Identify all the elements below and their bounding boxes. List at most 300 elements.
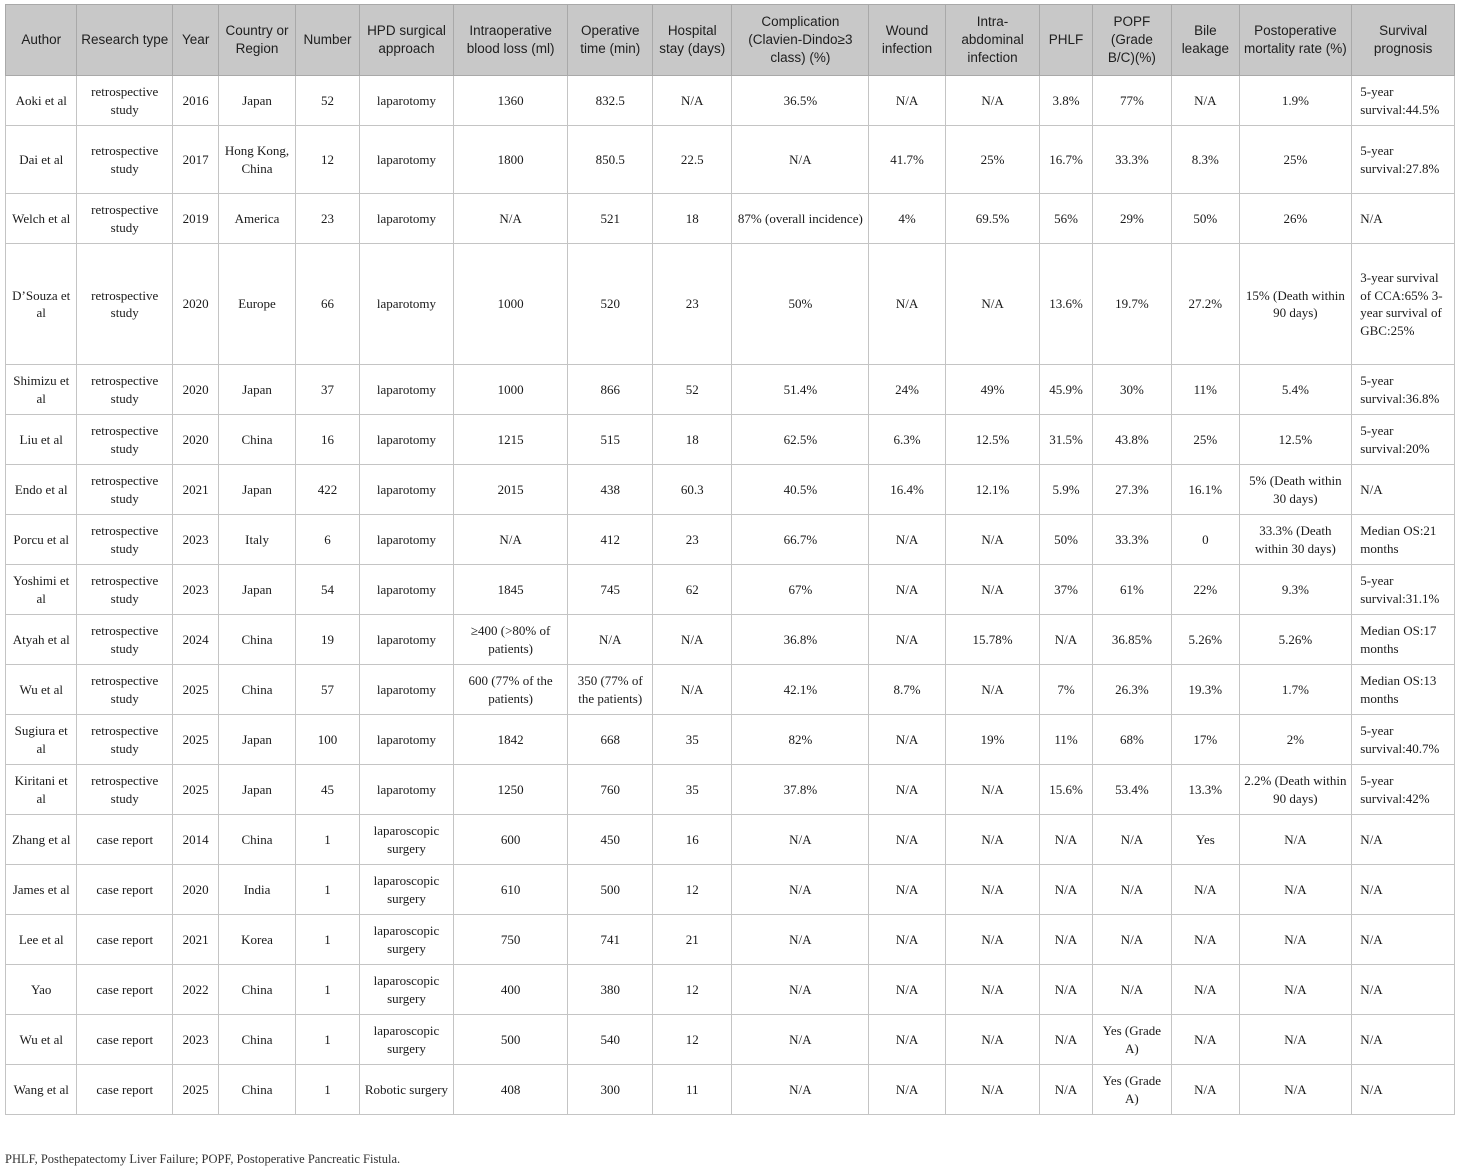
- table-cell: 8.7%: [869, 665, 945, 715]
- table-cell: retrospective study: [77, 415, 173, 465]
- table-cell: 2019: [173, 194, 219, 244]
- table-cell: 12: [652, 1015, 731, 1065]
- table-cell: 9.3%: [1239, 565, 1352, 615]
- table-cell: 5.4%: [1239, 365, 1352, 415]
- table-cell: N/A: [453, 515, 568, 565]
- table-row: [6, 565, 1455, 615]
- table-cell: 36.5%: [732, 76, 869, 126]
- table-cell: 25%: [1172, 415, 1239, 465]
- table-cell: 1: [295, 965, 359, 1015]
- table-cell: 56%: [1040, 194, 1092, 244]
- table-cell: India: [219, 865, 295, 915]
- table-cell: N/A: [1172, 1065, 1239, 1115]
- table-row: [6, 515, 1455, 565]
- table-cell: N/A: [732, 1065, 869, 1115]
- table-cell: Dai et al: [6, 126, 77, 194]
- table-cell: 2025: [173, 665, 219, 715]
- table-cell: N/A: [453, 194, 568, 244]
- table-cell: N/A: [732, 1015, 869, 1065]
- table-cell: Japan: [219, 765, 295, 815]
- table-cell: 540: [568, 1015, 653, 1065]
- table-cell: N/A: [945, 565, 1040, 615]
- table-cell: Japan: [219, 715, 295, 765]
- table-cell: N/A: [1352, 194, 1455, 244]
- table-cell: N/A: [869, 515, 945, 565]
- table-cell: Porcu et al: [6, 515, 77, 565]
- table-cell: 3.8%: [1040, 76, 1092, 126]
- table-row: [6, 815, 1455, 865]
- table-cell: 33.3%: [1092, 126, 1171, 194]
- table-cell: N/A: [568, 615, 653, 665]
- table-cell: 31.5%: [1040, 415, 1092, 465]
- table-cell: 42.1%: [732, 665, 869, 715]
- table-row: [6, 965, 1455, 1015]
- table-cell: laparoscopic surgery: [360, 915, 454, 965]
- header-mortality: Postoperative mortality rate (%): [1239, 5, 1352, 76]
- table-cell: 521: [568, 194, 653, 244]
- table-cell: 29%: [1092, 194, 1171, 244]
- table-cell: 36.85%: [1092, 615, 1171, 665]
- table-cell: N/A: [1040, 615, 1092, 665]
- table-cell: 12: [295, 126, 359, 194]
- table-cell: 77%: [1092, 76, 1171, 126]
- table-cell: N/A: [1172, 865, 1239, 915]
- table-cell: 1800: [453, 126, 568, 194]
- table-cell: N/A: [1092, 965, 1171, 1015]
- table-cell: Korea: [219, 915, 295, 965]
- header-survival: Survival prognosis: [1352, 5, 1455, 76]
- table-cell: N/A: [1352, 915, 1455, 965]
- table-cell: Welch et al: [6, 194, 77, 244]
- table-cell: N/A: [732, 965, 869, 1015]
- table-cell: N/A: [1092, 815, 1171, 865]
- table-cell: Japan: [219, 565, 295, 615]
- table-cell: N/A: [1239, 915, 1352, 965]
- table-cell: 515: [568, 415, 653, 465]
- table-cell: 866: [568, 365, 653, 415]
- table-cell: N/A: [1239, 865, 1352, 915]
- table-cell: N/A: [1172, 965, 1239, 1015]
- table-cell: 57: [295, 665, 359, 715]
- table-cell: 62.5%: [732, 415, 869, 465]
- table-cell: retrospective study: [77, 765, 173, 815]
- table-cell: ≥400 (>80% of patients): [453, 615, 568, 665]
- table-cell: Lee et al: [6, 915, 77, 965]
- table-cell: 66.7%: [732, 515, 869, 565]
- table-cell: 82%: [732, 715, 869, 765]
- table-row: [6, 126, 1455, 194]
- table-cell: N/A: [869, 244, 945, 365]
- table-cell: N/A: [1172, 76, 1239, 126]
- header-popf: POPF (Grade B/C)(%): [1092, 5, 1171, 76]
- table-cell: 33.3%: [1092, 515, 1171, 565]
- table-cell: 37: [295, 365, 359, 415]
- table-cell: Wang et al: [6, 1065, 77, 1115]
- table-cell: 13.6%: [1040, 244, 1092, 365]
- table-cell: N/A: [1352, 865, 1455, 915]
- table-cell: Japan: [219, 365, 295, 415]
- table-row: [6, 244, 1455, 365]
- table-cell: N/A: [945, 665, 1040, 715]
- table-cell: 2017: [173, 126, 219, 194]
- table-cell: 2.2% (Death within 90 days): [1239, 765, 1352, 815]
- table-cell: N/A: [945, 915, 1040, 965]
- table-cell: N/A: [1352, 815, 1455, 865]
- table-cell: N/A: [945, 765, 1040, 815]
- table-cell: retrospective study: [77, 565, 173, 615]
- table-cell: 0: [1172, 515, 1239, 565]
- table-cell: 33.3% (Death within 30 days): [1239, 515, 1352, 565]
- table-cell: China: [219, 815, 295, 865]
- table-cell: 741: [568, 915, 653, 965]
- table-cell: 87% (overall incidence): [732, 194, 869, 244]
- table-cell: 18: [652, 194, 731, 244]
- table-cell: 6: [295, 515, 359, 565]
- table-cell: Japan: [219, 465, 295, 515]
- table-cell: N/A: [869, 915, 945, 965]
- table-cell: 3-year survival of CCA:65% 3-year survival of GBC:25%: [1352, 244, 1455, 365]
- table-cell: 11%: [1040, 715, 1092, 765]
- table-cell: N/A: [945, 1015, 1040, 1065]
- table-cell: 380: [568, 965, 653, 1015]
- table-cell: 5-year survival:20%: [1352, 415, 1455, 465]
- table-cell: retrospective study: [77, 615, 173, 665]
- table-cell: 2020: [173, 365, 219, 415]
- table-cell: case report: [77, 915, 173, 965]
- table-cell: N/A: [945, 76, 1040, 126]
- header-blood-loss: Intraoperative blood loss (ml): [453, 5, 568, 76]
- table-cell: N/A: [1040, 1065, 1092, 1115]
- table-cell: 12.1%: [945, 465, 1040, 515]
- table-cell: N/A: [732, 126, 869, 194]
- table-cell: 11: [652, 1065, 731, 1115]
- table-cell: Wu et al: [6, 1015, 77, 1065]
- table-cell: N/A: [732, 915, 869, 965]
- table-row: [6, 865, 1455, 915]
- table-cell: 100: [295, 715, 359, 765]
- table-cell: 62: [652, 565, 731, 615]
- table-cell: 25%: [1239, 126, 1352, 194]
- table-cell: N/A: [1040, 815, 1092, 865]
- table-cell: 16.7%: [1040, 126, 1092, 194]
- table-cell: 24%: [869, 365, 945, 415]
- table-row: [6, 715, 1455, 765]
- table-cell: 16.4%: [869, 465, 945, 515]
- table-cell: 5-year survival:40.7%: [1352, 715, 1455, 765]
- table-cell: 2020: [173, 415, 219, 465]
- table-cell: 50%: [1172, 194, 1239, 244]
- table-header-row: [6, 5, 1455, 76]
- table-cell: laparotomy: [360, 244, 454, 365]
- table-cell: laparoscopic surgery: [360, 965, 454, 1015]
- table-cell: 15.78%: [945, 615, 1040, 665]
- table-cell: 5.26%: [1172, 615, 1239, 665]
- table-cell: N/A: [652, 665, 731, 715]
- table-cell: 11%: [1172, 365, 1239, 415]
- table-cell: Yes (Grade A): [1092, 1015, 1171, 1065]
- table-cell: 1.7%: [1239, 665, 1352, 715]
- table-cell: N/A: [1040, 865, 1092, 915]
- table-cell: 2020: [173, 865, 219, 915]
- table-cell: 2021: [173, 915, 219, 965]
- table-cell: 5.26%: [1239, 615, 1352, 665]
- table-cell: N/A: [1352, 1065, 1455, 1115]
- table-row: [6, 76, 1455, 126]
- table-cell: Sugiura et al: [6, 715, 77, 765]
- table-cell: 12: [652, 965, 731, 1015]
- table-cell: James et al: [6, 865, 77, 915]
- table-cell: 1360: [453, 76, 568, 126]
- table-cell: 760: [568, 765, 653, 815]
- table-cell: retrospective study: [77, 515, 173, 565]
- header-intra-abdominal-infection: Intra-abdominal infection: [945, 5, 1040, 76]
- table-cell: 1000: [453, 365, 568, 415]
- table-cell: laparotomy: [360, 415, 454, 465]
- table-cell: 26%: [1239, 194, 1352, 244]
- table-cell: 7%: [1040, 665, 1092, 715]
- table-cell: N/A: [652, 76, 731, 126]
- table-cell: laparotomy: [360, 365, 454, 415]
- table-cell: N/A: [1239, 1015, 1352, 1065]
- table-cell: laparotomy: [360, 615, 454, 665]
- table-cell: 1: [295, 915, 359, 965]
- table-cell: 1: [295, 1065, 359, 1115]
- table-cell: Endo et al: [6, 465, 77, 515]
- table-cell: N/A: [869, 765, 945, 815]
- table-cell: 5-year survival:27.8%: [1352, 126, 1455, 194]
- table-cell: N/A: [945, 244, 1040, 365]
- table-cell: N/A: [945, 815, 1040, 865]
- table-row: [6, 465, 1455, 515]
- table-cell: retrospective study: [77, 244, 173, 365]
- table-cell: Kiritani et al: [6, 765, 77, 815]
- table-cell: N/A: [869, 815, 945, 865]
- table-cell: 36.8%: [732, 615, 869, 665]
- table-cell: 15.6%: [1040, 765, 1092, 815]
- table-cell: N/A: [1352, 965, 1455, 1015]
- table-cell: China: [219, 1015, 295, 1065]
- table-cell: 18: [652, 415, 731, 465]
- header-operative-time: Operative time (min): [568, 5, 653, 76]
- table-cell: 1: [295, 1015, 359, 1065]
- table-cell: Robotic surgery: [360, 1065, 454, 1115]
- table-cell: 16.1%: [1172, 465, 1239, 515]
- table-cell: 600: [453, 815, 568, 865]
- table-cell: America: [219, 194, 295, 244]
- table-row: [6, 915, 1455, 965]
- table-cell: laparotomy: [360, 715, 454, 765]
- table-cell: 438: [568, 465, 653, 515]
- table-cell: China: [219, 415, 295, 465]
- table-cell: 15% (Death within 90 days): [1239, 244, 1352, 365]
- table-cell: Yes: [1172, 815, 1239, 865]
- table-row: [6, 615, 1455, 665]
- table-cell: 1842: [453, 715, 568, 765]
- comparison-table: [5, 4, 1455, 1115]
- table-cell: 5-year survival:31.1%: [1352, 565, 1455, 615]
- table-cell: 1250: [453, 765, 568, 815]
- table-cell: N/A: [945, 865, 1040, 915]
- table-cell: 5% (Death within 30 days): [1239, 465, 1352, 515]
- table-cell: Wu et al: [6, 665, 77, 715]
- table-cell: 400: [453, 965, 568, 1015]
- table-cell: 600 (77% of the patients): [453, 665, 568, 715]
- table-cell: Yao: [6, 965, 77, 1015]
- table-cell: retrospective study: [77, 715, 173, 765]
- table-cell: N/A: [732, 815, 869, 865]
- table-cell: 1215: [453, 415, 568, 465]
- table-cell: 23: [652, 244, 731, 365]
- table-cell: case report: [77, 865, 173, 915]
- table-cell: 51.4%: [732, 365, 869, 415]
- table-cell: 23: [295, 194, 359, 244]
- table-cell: 26.3%: [1092, 665, 1171, 715]
- table-cell: 1845: [453, 565, 568, 615]
- header-year: Year: [173, 5, 219, 76]
- table-cell: 27.2%: [1172, 244, 1239, 365]
- table-cell: laparotomy: [360, 76, 454, 126]
- table-cell: 45.9%: [1040, 365, 1092, 415]
- table-cell: N/A: [869, 1065, 945, 1115]
- table-cell: laparoscopic surgery: [360, 815, 454, 865]
- table-cell: 68%: [1092, 715, 1171, 765]
- table-cell: N/A: [945, 515, 1040, 565]
- table-cell: 350 (77% of the patients): [568, 665, 653, 715]
- table-cell: 610: [453, 865, 568, 915]
- table-cell: 450: [568, 815, 653, 865]
- table-cell: N/A: [652, 615, 731, 665]
- table-cell: 66: [295, 244, 359, 365]
- table-cell: 2023: [173, 515, 219, 565]
- table-cell: retrospective study: [77, 76, 173, 126]
- table-cell: case report: [77, 1065, 173, 1115]
- table-cell: 2015: [453, 465, 568, 515]
- table-cell: N/A: [1239, 815, 1352, 865]
- table-cell: N/A: [1092, 915, 1171, 965]
- table-cell: 745: [568, 565, 653, 615]
- table-cell: 2016: [173, 76, 219, 126]
- header-hospital-stay: Hospital stay (days): [652, 5, 731, 76]
- table-cell: 45: [295, 765, 359, 815]
- table-cell: 52: [295, 76, 359, 126]
- table-cell: 6.3%: [869, 415, 945, 465]
- table-row: [6, 665, 1455, 715]
- table-cell: 1: [295, 865, 359, 915]
- table-cell: D’Souza et al: [6, 244, 77, 365]
- table-cell: N/A: [869, 565, 945, 615]
- table-cell: Yes (Grade A): [1092, 1065, 1171, 1115]
- table-cell: laparotomy: [360, 126, 454, 194]
- table-cell: 5-year survival:36.8%: [1352, 365, 1455, 415]
- table-cell: case report: [77, 1015, 173, 1065]
- table-cell: N/A: [1040, 1015, 1092, 1065]
- table-cell: 2023: [173, 1015, 219, 1065]
- table-cell: Europe: [219, 244, 295, 365]
- table-cell: N/A: [869, 865, 945, 915]
- table-cell: Shimizu et al: [6, 365, 77, 415]
- table-cell: laparotomy: [360, 515, 454, 565]
- table-cell: Japan: [219, 76, 295, 126]
- table-cell: laparoscopic surgery: [360, 1015, 454, 1065]
- table-cell: 19: [295, 615, 359, 665]
- header-bile-leakage: Bile leakage: [1172, 5, 1239, 76]
- table-cell: 23: [652, 515, 731, 565]
- table-cell: 37.8%: [732, 765, 869, 815]
- table-cell: 5-year survival:42%: [1352, 765, 1455, 815]
- table-cell: retrospective study: [77, 665, 173, 715]
- header-wound-infection: Wound infection: [869, 5, 945, 76]
- table-cell: N/A: [869, 1015, 945, 1065]
- header-research-type: Research type: [77, 5, 173, 76]
- table-cell: 300: [568, 1065, 653, 1115]
- header-approach: HPD surgical approach: [360, 5, 454, 76]
- table-cell: 12.5%: [945, 415, 1040, 465]
- table-cell: 69.5%: [945, 194, 1040, 244]
- table-cell: 16: [295, 415, 359, 465]
- table-cell: Liu et al: [6, 415, 77, 465]
- table-cell: China: [219, 965, 295, 1015]
- table-cell: 53.4%: [1092, 765, 1171, 815]
- table-cell: 2024: [173, 615, 219, 665]
- table-cell: Aoki et al: [6, 76, 77, 126]
- table-cell: retrospective study: [77, 465, 173, 515]
- table-cell: Median OS:13 months: [1352, 665, 1455, 715]
- table-cell: 17%: [1172, 715, 1239, 765]
- table-cell: China: [219, 665, 295, 715]
- table-cell: 21: [652, 915, 731, 965]
- table-cell: Median OS:21 months: [1352, 515, 1455, 565]
- table-cell: 412: [568, 515, 653, 565]
- table-cell: 500: [568, 865, 653, 915]
- table-cell: 2021: [173, 465, 219, 515]
- table-cell: 2025: [173, 1065, 219, 1115]
- table-cell: 4%: [869, 194, 945, 244]
- table-cell: N/A: [945, 965, 1040, 1015]
- table-cell: 520: [568, 244, 653, 365]
- table-footnote: PHLF, Posthepatectomy Liver Failure; POPF, Postoperative Pancreatic Fistula.: [5, 1152, 401, 1166]
- table-cell: 49%: [945, 365, 1040, 415]
- table-cell: 13.3%: [1172, 765, 1239, 815]
- table-cell: 19.3%: [1172, 665, 1239, 715]
- header-complication: Complication (Clavien-Dindo≥3 class) (%): [732, 5, 869, 76]
- table-cell: 61%: [1092, 565, 1171, 615]
- table-cell: case report: [77, 815, 173, 865]
- table-cell: 500: [453, 1015, 568, 1065]
- table-cell: N/A: [1040, 915, 1092, 965]
- table-cell: 2%: [1239, 715, 1352, 765]
- table-cell: 8.3%: [1172, 126, 1239, 194]
- table-cell: retrospective study: [77, 365, 173, 415]
- table-cell: 27.3%: [1092, 465, 1171, 515]
- table-cell: 50%: [1040, 515, 1092, 565]
- table-cell: 19.7%: [1092, 244, 1171, 365]
- table-cell: 30%: [1092, 365, 1171, 415]
- table-row: [6, 194, 1455, 244]
- table-cell: N/A: [732, 865, 869, 915]
- table-cell: 19%: [945, 715, 1040, 765]
- table-cell: N/A: [1172, 915, 1239, 965]
- header-country: Country or Region: [219, 5, 295, 76]
- table-cell: laparotomy: [360, 194, 454, 244]
- table-cell: N/A: [1352, 1015, 1455, 1065]
- table-cell: case report: [77, 965, 173, 1015]
- table-cell: 40.5%: [732, 465, 869, 515]
- table-cell: 16: [652, 815, 731, 865]
- table-cell: N/A: [869, 965, 945, 1015]
- table-cell: China: [219, 615, 295, 665]
- table-row: [6, 1015, 1455, 1065]
- table-cell: 832.5: [568, 76, 653, 126]
